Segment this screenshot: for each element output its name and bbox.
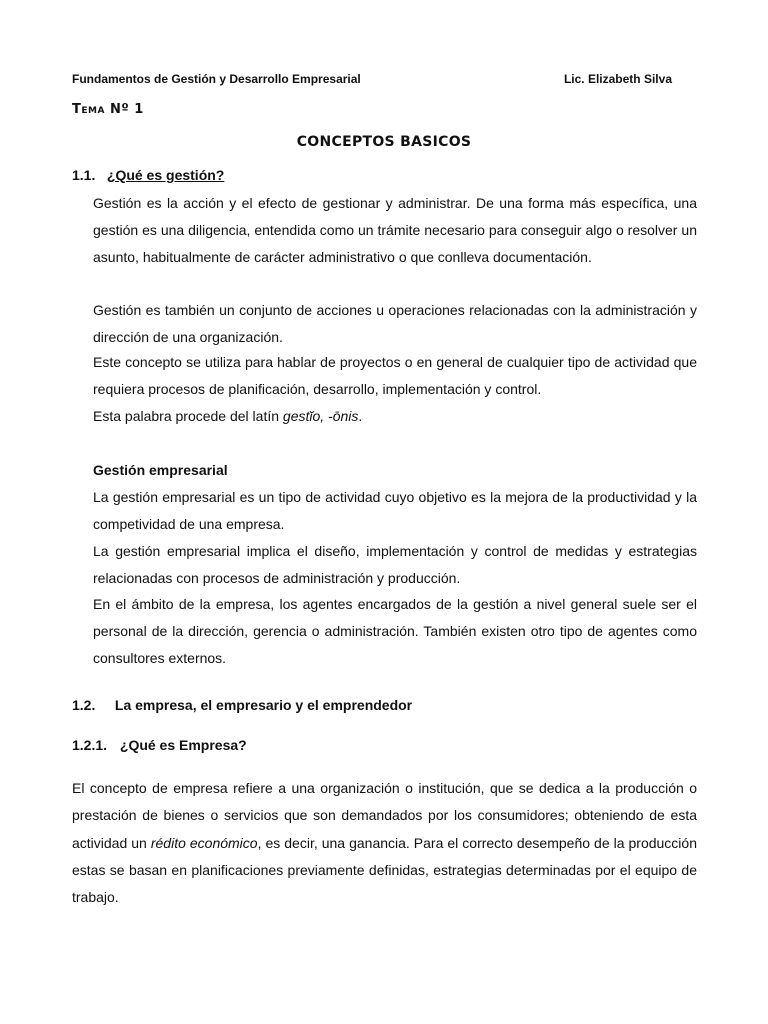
text-run: , es decir, una ganancia. Para el correcto desempeño de la producción estas se basan en planificaciones previamente definidas, estrategias determinadas por el equipo de trabajo. — [72, 834, 697, 906]
page-header — [72, 72, 672, 86]
section-number: 1.1. — [72, 167, 96, 183]
section-title: ¿Qué es gestión? — [106, 167, 225, 183]
text-run: . — [358, 408, 363, 424]
author-name: Lic. Elizabeth Silva — [563, 72, 672, 86]
paragraph — [72, 775, 697, 911]
section-number: 1.2. — [72, 697, 96, 713]
text-run: El concepto de empresa refiere a una organización o institución, que se dedica a la producción o prestación de bienes o servicios que son demandados por los consumidores; obteniendo de esta actividad un — [72, 780, 697, 851]
section-heading-1-2 — [72, 697, 412, 713]
page-title: CONCEPTOS BASICOS — [296, 134, 472, 150]
subheading-gestion-empresarial: Gestión empresarial — [93, 462, 228, 478]
paragraph — [93, 403, 697, 430]
paragraph: La gestión empresarial implica el diseño, implementación y control de medidas y estrategias relacionadas con procesos de administración y producción. — [93, 543, 697, 586]
section-heading-1-1 — [72, 167, 224, 183]
course-name: Fundamentos de Gestión y Desarrollo Empresarial — [72, 72, 361, 86]
paragraph: Gestión es la acción y el efecto de gestionar y administrar. De una forma más específica, una gestión es una diligencia, entendida como un trámite necesario para conseguir algo o resolver un asunto, habitualmente de carácter administrativo o que conlleva documentación. — [93, 195, 697, 265]
section-title: ¿Qué es Empresa? — [119, 737, 247, 753]
paragraph: La gestión empresarial es un tipo de actividad cuyo objetivo es la mejora de la productividad y la competividad de una empresa. — [93, 489, 697, 532]
latin-term: gestĭo, -ōnis — [282, 408, 359, 424]
section-heading-1-2-1 — [72, 737, 247, 753]
text-run: Esta palabra procede del latín — [93, 408, 283, 424]
topic-number: Tema Nº 1 — [72, 102, 144, 117]
section-title: La empresa, el empresario y el emprendedor — [114, 697, 413, 713]
emphasized-term: rédito económico — [150, 834, 258, 851]
paragraph: Este concepto se utiliza para hablar de proyectos o en general de cualquier tipo de actividad que requiera procesos de planificación, desarrollo, implementación y control. — [93, 354, 697, 397]
paragraph: En el ámbito de la empresa, los agentes encargados de la gestión a nivel general suele ser el personal de la dirección, gerencia o administración. También existen otro tipo de agentes como consultores externos. — [93, 596, 697, 666]
section-number: 1.2.1. — [72, 737, 108, 753]
paragraph: Gestión es también un conjunto de acciones u operaciones relacionadas con la administración y dirección de una organización. — [93, 302, 697, 345]
